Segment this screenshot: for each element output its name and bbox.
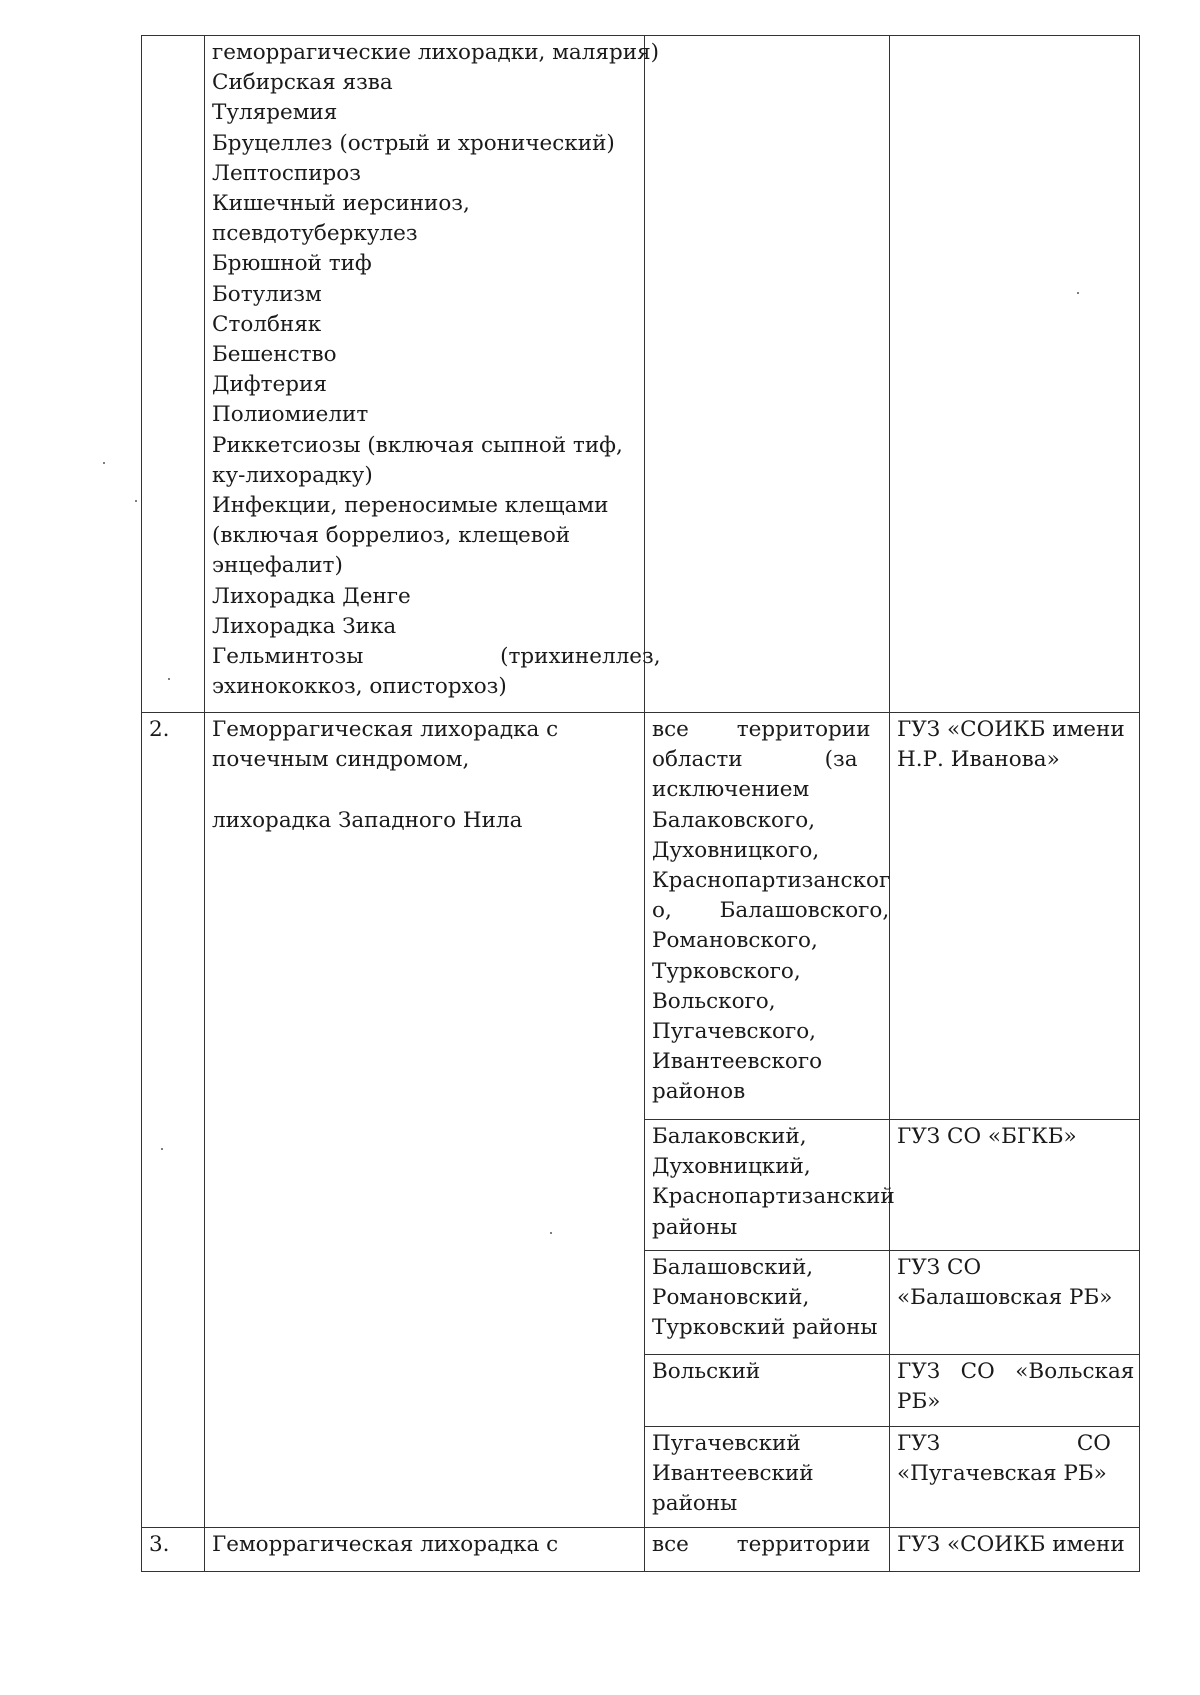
- facility-line: Н.Р. Иванова»: [897, 747, 1060, 773]
- territory-line: Пугачевского,: [652, 1019, 816, 1045]
- territory-line: о, Балашовского,: [652, 898, 890, 924]
- facility-cell: [890, 1251, 1140, 1355]
- disease-item: Бруцеллез (острый и хронический): [212, 130, 615, 156]
- facility-line: РБ»: [897, 1389, 941, 1415]
- scan-speck: [161, 1148, 163, 1150]
- territory-line: все территории: [652, 717, 871, 742]
- disease-item: Бешенство: [212, 342, 337, 368]
- table-row: [142, 36, 1140, 713]
- disease-item: Кишечный иерсиниоз,: [212, 191, 470, 217]
- disease-cell: [205, 1528, 645, 1572]
- facility-cell: [890, 1120, 1140, 1251]
- territory-cell: [645, 1427, 890, 1528]
- territory-line: Духовницкий,: [652, 1154, 811, 1180]
- disease-line: почечным синдромом,: [212, 747, 470, 773]
- disease-line: Геморрагическая лихорадка с: [212, 717, 559, 742]
- disease-item: (включая боррелиоз, клещевой: [212, 523, 571, 549]
- territory-line: Ивантеевский: [652, 1461, 814, 1487]
- facility-line: ГУЗ СО «Вольская: [897, 1359, 1135, 1384]
- territory-line: Романовский,: [652, 1285, 810, 1311]
- territory-cell: [645, 713, 890, 1120]
- row-number: 3.: [149, 1532, 170, 1557]
- territory-line: Турковского,: [652, 958, 801, 984]
- facility-cell: [890, 713, 1140, 1120]
- disease-cell: [205, 713, 645, 1528]
- disease-item: Дифтерия: [212, 372, 327, 398]
- disease-item: Риккетсиозы (включая сыпной тиф,: [212, 432, 623, 458]
- territory-line: районов: [652, 1079, 746, 1105]
- disease-item: Полиомиелит: [212, 402, 369, 428]
- territory-line: Краснопартизанский: [652, 1184, 895, 1210]
- disease-item: геморрагические лихорадки, малярия): [212, 40, 660, 65]
- disease-list-cell: [205, 36, 661, 713]
- territory-line: Балаковского,: [652, 807, 816, 833]
- disease-item: Туляремия: [212, 100, 338, 126]
- territory-line: Вольского,: [652, 988, 776, 1014]
- territory-line: Романовского,: [652, 928, 818, 954]
- territory-line: области (за: [652, 747, 858, 773]
- scan-speck: [135, 500, 137, 502]
- disease-item: эхинококкоз, описторхоз): [212, 674, 507, 700]
- infection-table: [141, 35, 1140, 1572]
- facility-line: ГУЗ СО: [897, 1255, 982, 1280]
- territory-cell: [645, 1120, 895, 1251]
- scan-speck: [1077, 292, 1079, 294]
- facility-line: ГУЗ «СОИКБ имени: [897, 717, 1125, 742]
- territory-line: Краснопартизанског: [652, 868, 891, 894]
- disease-item: Лихорадка Денге: [212, 583, 411, 609]
- scan-speck: [168, 678, 170, 680]
- territory-line: районы: [652, 1491, 738, 1517]
- row-number-cell: [142, 1528, 205, 1572]
- disease-item: Лептоспироз: [212, 160, 361, 186]
- table-row: [142, 1528, 1140, 1572]
- row-number-cell: [142, 36, 205, 713]
- facility-cell: [890, 1427, 1140, 1528]
- scan-speck: [550, 1232, 552, 1234]
- territory-line: районы: [652, 1214, 738, 1240]
- territory-line: Вольский: [652, 1359, 761, 1384]
- facility-line: ГУЗ СО «БГКБ»: [897, 1124, 1077, 1149]
- facility-line: ГУЗ «СОИКБ имени: [897, 1532, 1125, 1557]
- disease-item: псевдотуберкулез: [212, 221, 418, 247]
- row-number-cell: [142, 713, 205, 1528]
- territory-line: исключением: [652, 777, 810, 803]
- territory-line: Ивантеевского: [652, 1049, 823, 1075]
- table-row: [142, 713, 1140, 1120]
- disease-item: Гельминтозы (трихинеллез,: [212, 644, 661, 670]
- territory-line: Пугачевский: [652, 1431, 801, 1456]
- facility-line: «Пугачевская РБ»: [897, 1461, 1107, 1487]
- disease-line: лихорадка Западного Нила: [212, 807, 523, 833]
- territory-cell: [645, 1528, 890, 1572]
- territory-cell: [645, 1355, 890, 1427]
- facility-cell: [890, 1528, 1140, 1572]
- facility-line: «Балашовская РБ»: [897, 1285, 1113, 1311]
- disease-item: энцефалит): [212, 553, 343, 579]
- facility-line: ГУЗ СО: [897, 1431, 1111, 1456]
- row-number: 2.: [149, 717, 170, 742]
- disease-item: Ботулизм: [212, 281, 322, 307]
- territory-line: Турковский районы: [652, 1315, 878, 1341]
- disease-item: Столбняк: [212, 311, 322, 337]
- territory-line: все территории: [652, 1532, 871, 1557]
- territory-line: Духовницкого,: [652, 837, 820, 863]
- territory-line: Балаковский,: [652, 1124, 807, 1149]
- disease-item: ку-лихорадку): [212, 462, 373, 488]
- facility-cell: [890, 36, 1140, 713]
- disease-line: Геморрагическая лихорадка с: [212, 1532, 559, 1557]
- territory-line: Балашовский,: [652, 1255, 814, 1280]
- facility-cell: [890, 1355, 1140, 1427]
- territory-cell: [645, 1251, 890, 1355]
- disease-item: Брюшной тиф: [212, 251, 372, 277]
- disease-item: Лихорадка Зика: [212, 613, 397, 639]
- territory-cell: [645, 36, 890, 713]
- scan-speck: [103, 462, 105, 464]
- disease-item: Инфекции, переносимые клещами: [212, 493, 609, 519]
- disease-item: Сибирская язва: [212, 70, 393, 96]
